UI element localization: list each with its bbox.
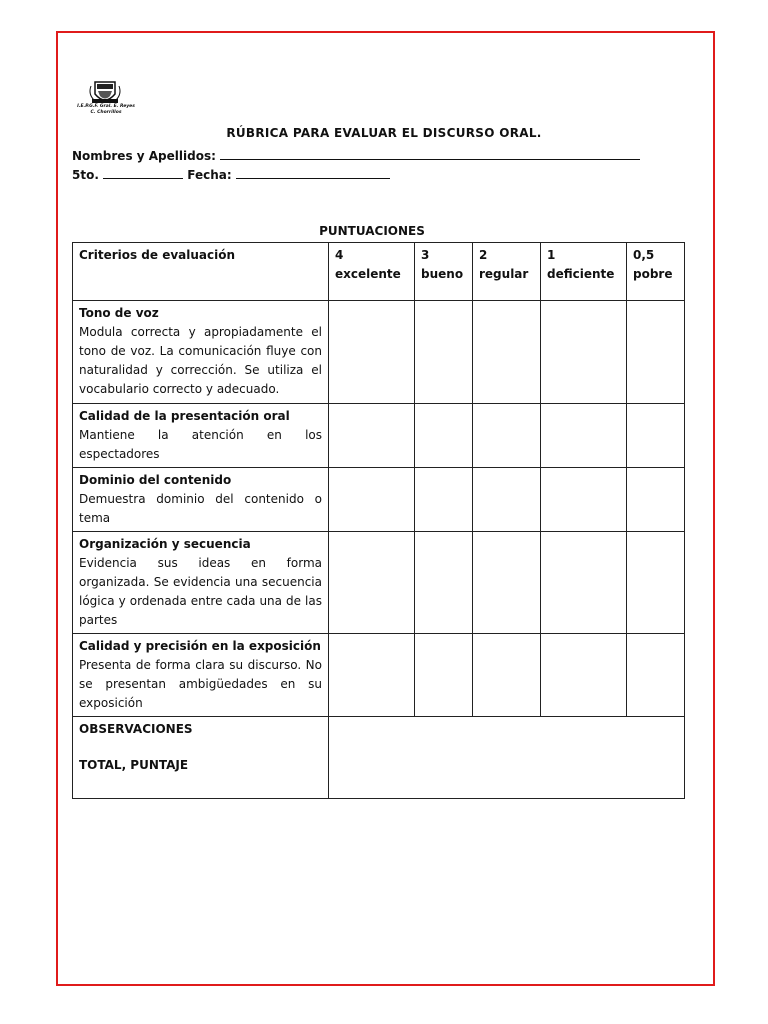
total-score-label: TOTAL, PUNTAJE [79,758,189,772]
name-label: Nombres y Apellidos: [72,149,216,163]
date-blank [236,166,390,179]
table-row [73,532,685,634]
criterion-cell [73,301,329,404]
score-value: 3 [421,248,430,262]
score-header-3 [415,243,473,301]
score-cell[interactable] [329,634,415,717]
grade-label: 5to. [72,168,99,182]
section-title: PUNTUACIONES [319,224,425,238]
score-cell[interactable] [541,301,627,404]
score-label: regular [479,267,529,281]
name-blank [220,147,640,160]
score-label: excelente [335,267,401,281]
score-cell[interactable] [473,404,541,468]
score-cell[interactable] [627,404,685,468]
score-cell[interactable] [415,404,473,468]
score-header-4 [329,243,415,301]
score-cell[interactable] [627,532,685,634]
criterion-description: Mantiene la atención en los espectadores [79,428,322,461]
criterion-cell [73,468,329,532]
score-cell[interactable] [329,532,415,634]
score-label: pobre [633,267,673,281]
score-cell[interactable] [541,532,627,634]
grade-date-field [72,166,390,182]
table-row [73,301,685,404]
score-cell[interactable] [473,532,541,634]
criterion-name: Organización y secuencia [79,537,251,551]
table-row [73,404,685,468]
grade-blank [103,166,183,179]
school-caption: I.E.P.G.F. Gral. E. Reyes C. Chorrillos [77,104,135,115]
score-cell[interactable] [541,468,627,532]
score-label: deficiente [547,267,615,281]
criterion-name: Tono de voz [79,306,159,320]
observations-label: OBSERVACIONES [79,722,193,736]
observations-label-cell [73,717,329,799]
score-label: bueno [421,267,464,281]
criterion-name: Calidad y precisión en la exposición [79,639,321,653]
score-cell[interactable] [415,301,473,404]
table-row [73,634,685,717]
criterion-description: Evidencia sus ideas en forma organizada. Se evidencia una secuencia lógica y ordenada entre cada una de las partes [79,556,322,627]
school-crest-logo [82,80,128,122]
criterion-cell [73,634,329,717]
score-value: 1 [547,248,556,262]
observations-field[interactable] [329,717,685,799]
score-header-0-5 [627,243,685,301]
score-cell[interactable] [415,634,473,717]
observations-row [73,717,685,799]
date-label: Fecha: [187,168,232,182]
score-cell[interactable] [627,634,685,717]
name-field [72,147,640,163]
score-cell[interactable] [627,301,685,404]
score-cell[interactable] [329,301,415,404]
score-header-2 [473,243,541,301]
criterion-cell [73,404,329,468]
score-cell[interactable] [473,301,541,404]
score-cell[interactable] [541,634,627,717]
score-cell[interactable] [329,468,415,532]
score-value: 0,5 [633,248,655,262]
score-value: 2 [479,248,488,262]
table-header-row [73,243,685,301]
table-row [73,468,685,532]
score-header-1 [541,243,627,301]
score-cell[interactable] [473,468,541,532]
criterion-name: Dominio del contenido [79,473,232,487]
score-cell[interactable] [329,404,415,468]
score-cell[interactable] [541,404,627,468]
criterion-description: Demuestra dominio del contenido o tema [79,492,322,525]
score-cell[interactable] [415,468,473,532]
criterion-description: Modula correcta y apropiadamente el tono de voz. La comunicación fluye con naturalidad y corrección. Se utiliza el vocabulario correcto y adecuado. [79,325,322,396]
document-title: RÚBRICA PARA EVALUAR EL DISCURSO ORAL. [226,126,542,140]
criterion-cell [73,532,329,634]
score-cell[interactable] [627,468,685,532]
criterion-description: Presenta de forma clara su discurso. No se presentan ambigüedades en su exposición [79,658,322,710]
criterion-name: Calidad de la presentación oral [79,409,290,423]
score-value: 4 [335,248,344,262]
criteria-header: Criterios de evaluación [73,243,329,301]
rubric-table [72,242,685,799]
score-cell[interactable] [415,532,473,634]
score-cell[interactable] [473,634,541,717]
